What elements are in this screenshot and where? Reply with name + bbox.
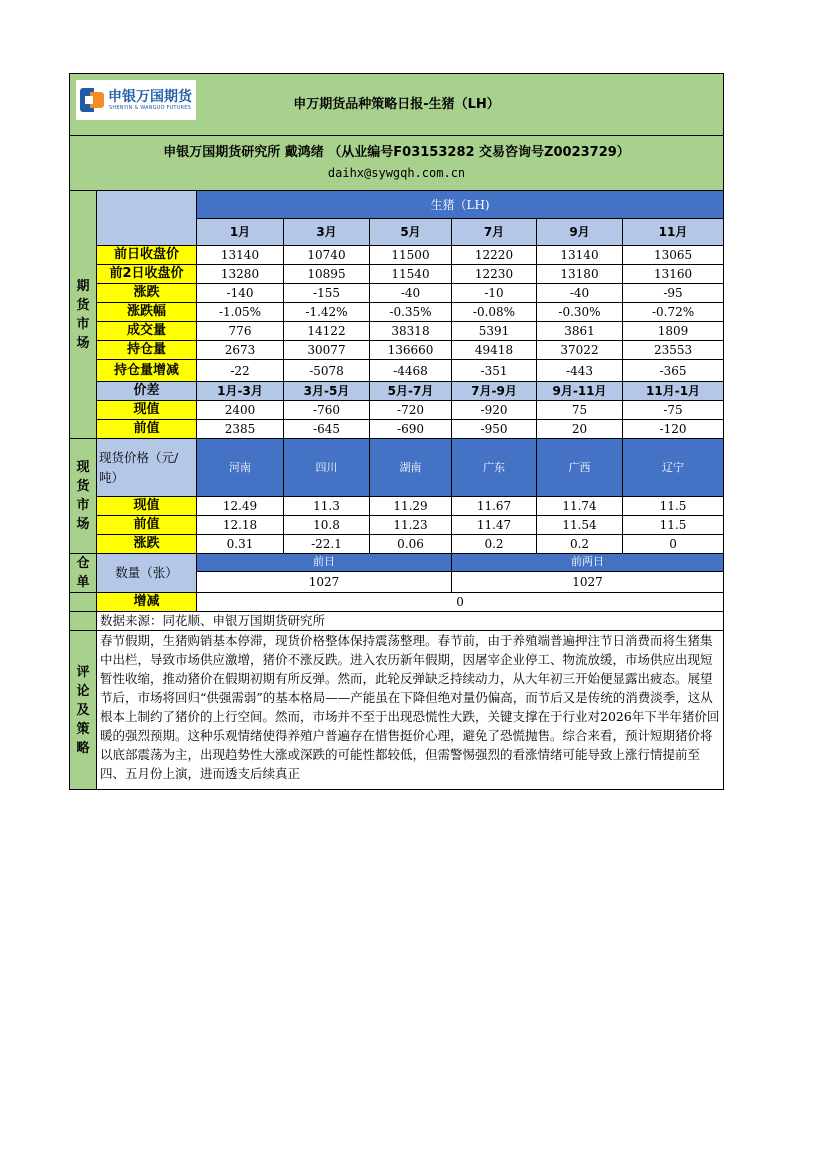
warehouse-val-prev2: 1027 [452,571,724,592]
cell: 12.49 [197,497,284,516]
cell: -950 [452,420,537,439]
region-guangdong: 广东 [452,439,537,497]
table-row [70,401,724,420]
row-label: 现值 [97,497,197,516]
cell: -0.72% [623,303,724,322]
table-row [70,420,724,439]
cell: 11500 [370,246,452,265]
cell: 0.2 [537,535,623,554]
cell: 12220 [452,246,537,265]
table-row [70,535,724,554]
cell: -0.30% [537,303,623,322]
cell: 10740 [284,246,370,265]
warehouse-change-value: 0 [197,593,724,612]
blank-cell [70,593,97,612]
commentary-section-label-text: 评论及策略 [76,664,90,756]
row-label: 前2日收盘价 [97,265,197,284]
cell: 14122 [284,322,370,341]
row-label: 现值 [97,401,197,420]
region-guangxi: 广西 [537,439,623,497]
commentary-row [70,631,724,790]
table-row [70,303,724,322]
cell: -95 [623,284,724,303]
cell: 37022 [537,341,623,360]
cell: -645 [284,420,370,439]
cell: -365 [623,360,724,382]
table-row [70,265,724,284]
cell: -10 [452,284,537,303]
warehouse-header-row [70,554,724,572]
cell: -120 [623,420,724,439]
cell: -40 [537,284,623,303]
cell: 0.06 [370,535,452,554]
cell: -4468 [370,360,452,382]
cell: -75 [623,401,724,420]
cell: 12.18 [197,516,284,535]
cell: 49418 [452,341,537,360]
row-label: 前值 [97,516,197,535]
cell: 11.3 [284,497,370,516]
cell: 12230 [452,265,537,284]
cell: 11540 [370,265,452,284]
report-table [69,73,724,790]
cell: -40 [370,284,452,303]
table-row [70,360,724,382]
cell: 13160 [623,265,724,284]
report-title: 申万期货品种策略日报-生猪（LH） [293,97,500,112]
row-label: 成交量 [97,322,197,341]
logo-icon [80,88,104,112]
cell: 136660 [370,341,452,360]
spread-header-row [70,382,724,401]
cell: -690 [370,420,452,439]
region-hunan: 湖南 [370,439,452,497]
warehouse-section-label [70,554,97,593]
report-sheet [69,73,723,790]
data-source: 数据来源：同花顺、申银万国期货研究所 [97,612,724,631]
cell: 13280 [197,265,284,284]
month-11: 11月 [623,219,724,246]
cell: 2400 [197,401,284,420]
month-1: 1月 [197,219,284,246]
cell: 23553 [623,341,724,360]
blank-cell [70,612,97,631]
cell: -0.08% [452,303,537,322]
cell: 11.29 [370,497,452,516]
region-henan: 河南 [197,439,284,497]
row-label: 前值 [97,420,197,439]
spread-pair: 7月-9月 [452,382,537,401]
cell: 776 [197,322,284,341]
cell: 1809 [623,322,724,341]
author-line: 申银万国期货研究所 戴鸿绪 （从业编号F03153282 交易咨询号Z0023729） [163,145,630,160]
warehouse-col-prev2: 前两日 [452,554,724,572]
warehouse-section-label-text: 仓单 [76,556,90,590]
cell: -760 [284,401,370,420]
cell: 11.5 [623,516,724,535]
futures-section-label-text: 期货市场 [76,278,90,351]
cell: -1.42% [284,303,370,322]
spread-pair: 9月-11月 [537,382,623,401]
commentary-text: 春节假期，生猪购销基本停滞，现货价格整体保持震荡整理。春节前，由于养殖端普遍押注节日消费而将生猪集中出栏，导致市场供应激增，猪价不涨反跌。进入农历新年假期，因屠宰企业停工、物流放缓，市场供应出现短暂性收缩，推动猪价在假期初期有所反弹。然而，此轮反弹缺乏持续动力，从大年初三开始便显露出疲态。展望节后，市场将回归“供强需弱”的基本格局——产能虽在下降但绝对量仍偏高，而节后又是传统的消费淡季，这从根本上制约了猪价的上行空间。然而，市场并不至于出现恐慌性大跌，关键支撑在于行业对2026年下半年猪价回暖的强烈预期。这种乐观情绪使得养殖户普遍存在惜售挺价心理，避免了恐慌抛售。综合来看，预计短期猪价将以底部震荡为主，出现趋势性大涨或深跌的可能性都较低，但需警惕强烈的看涨情绪可能导致上涨行情提前至四、五月份上演，进而透支后续真正 [100,633,720,781]
cell: 13065 [623,246,724,265]
cell: 11.54 [537,516,623,535]
logo-cn: 申银万国期货 [108,88,192,105]
futures-section-label [70,191,97,439]
table-row [70,246,724,265]
row-label: 持仓量 [97,341,197,360]
cell: 20 [537,420,623,439]
cell: 2385 [197,420,284,439]
cell: 11.74 [537,497,623,516]
cell: -5078 [284,360,370,382]
region-liaoning: 辽宁 [623,439,724,497]
cell: 38318 [370,322,452,341]
commentary-section-label [70,631,97,790]
table-row [70,322,724,341]
month-5: 5月 [370,219,452,246]
cell: -140 [197,284,284,303]
author-email[interactable]: daihx@sywgqh.com.cn [327,166,466,180]
cell: -155 [284,284,370,303]
company-logo [76,80,196,120]
cell: -920 [452,401,537,420]
spread-label: 价差 [97,382,197,401]
cell: -22 [197,360,284,382]
cell: 0.31 [197,535,284,554]
cell: 0.2 [452,535,537,554]
warehouse-change-label: 增减 [97,593,197,612]
cell: -0.35% [370,303,452,322]
cell: 11.23 [370,516,452,535]
row-label: 前日收盘价 [97,246,197,265]
spot-section-label-text: 现货市场 [76,460,90,532]
cell: 10.8 [284,516,370,535]
table-row [70,341,724,360]
cell: 11.67 [452,497,537,516]
row-label: 涨跌 [97,535,197,554]
source-row [70,612,724,631]
futures-header-blank [97,191,197,246]
cell: 11.5 [623,497,724,516]
cell: 3861 [537,322,623,341]
cell: 13140 [197,246,284,265]
cell: 13140 [537,246,623,265]
cell: 30077 [284,341,370,360]
cell: -1.05% [197,303,284,322]
cell: -351 [452,360,537,382]
row-label: 持仓量增减 [97,360,197,382]
spot-header-row [70,439,724,497]
cell: 0 [623,535,724,554]
table-row [70,516,724,535]
futures-product-label: 生猪（LH) [197,191,724,219]
warehouse-val-prev: 1027 [197,571,452,592]
cell: 75 [537,401,623,420]
month-3: 3月 [284,219,370,246]
table-row [70,284,724,303]
author-row [70,136,724,191]
commentary-cell [97,631,724,790]
cell: 11.47 [452,516,537,535]
row-label: 涨跌幅 [97,303,197,322]
warehouse-change-row [70,593,724,612]
cell: 10895 [284,265,370,284]
spread-pair: 5月-7月 [370,382,452,401]
cell: -443 [537,360,623,382]
cell: -22.1 [284,535,370,554]
spot-section-label [70,439,97,554]
cell: 13180 [537,265,623,284]
region-sichuan: 四川 [284,439,370,497]
spot-price-label: 现货价格（元/吨） [97,439,197,497]
spread-pair: 1月-3月 [197,382,284,401]
cell: 5391 [452,322,537,341]
logo-en: SHENYIN & WANGUO FUTURES [109,104,191,111]
spread-pair: 3月-5月 [284,382,370,401]
cell: -720 [370,401,452,420]
month-7: 7月 [452,219,537,246]
warehouse-qty-label: 数量（张） [97,554,197,593]
cell: 2673 [197,341,284,360]
spread-pair: 11月-1月 [623,382,724,401]
month-9: 9月 [537,219,623,246]
title-row [70,74,724,136]
row-label: 涨跌 [97,284,197,303]
table-row [70,497,724,516]
warehouse-col-prev: 前日 [197,554,452,572]
